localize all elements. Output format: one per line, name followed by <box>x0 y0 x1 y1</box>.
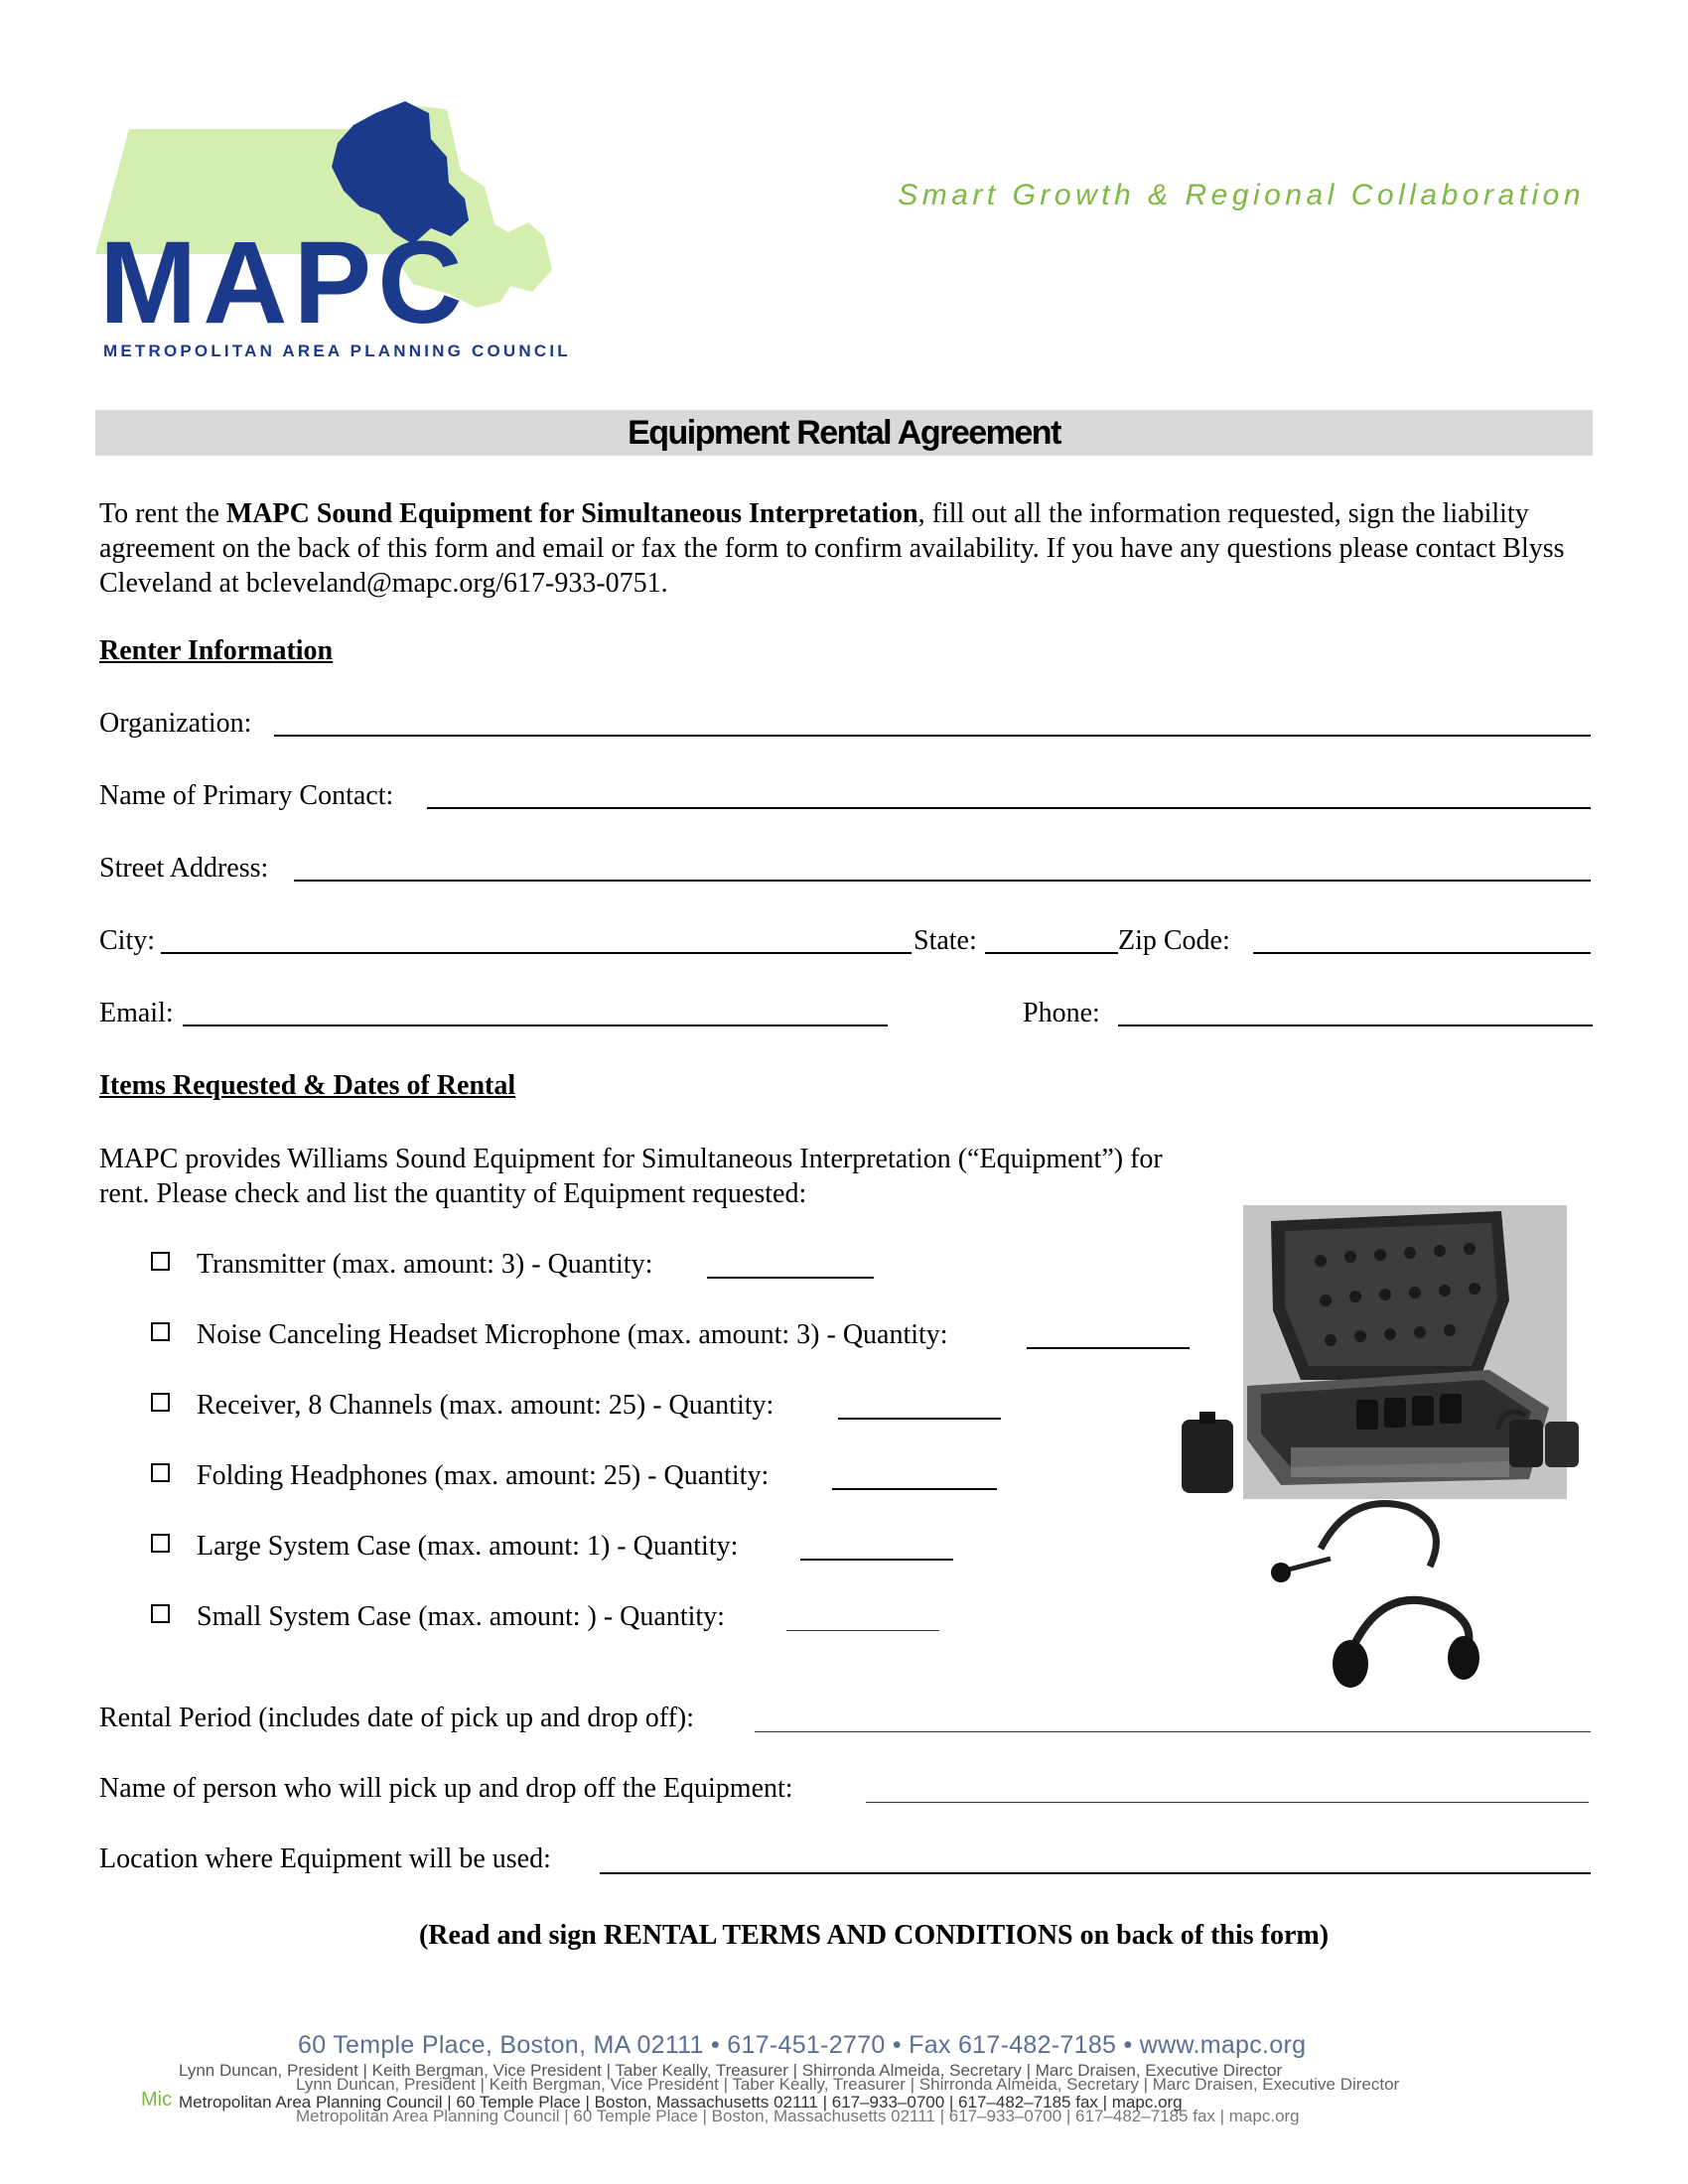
item-folding-headphones <box>151 1459 769 1493</box>
footer-address: 60 Temple Place, Boston, MA 02111 • 617-451-2770 • Fax 617-482-7185 • www.mapc.org <box>298 2031 1307 2059</box>
location-label: Location where Equipment will be used: <box>99 1843 551 1874</box>
zip-label: Zip Code: <box>1118 925 1230 956</box>
footer-council-line: Metropolitan Area Planning Council | 60 Temple Place | Boston, Massachusetts 02111 | 617–933–0700 | 617–482–7185 fax | mapc.org <box>179 2093 1183 2112</box>
pickup-person-label: Name of person who will pick up and drop off the Equipment: <box>99 1773 793 1804</box>
headset-microphone-label: Noise Canceling Headset Microphone (max. amount: 3) - Quantity: <box>197 1319 948 1350</box>
receiver-quantity-field[interactable] <box>838 1418 1001 1420</box>
organization-field[interactable] <box>274 735 1591 737</box>
terms-notice: (Read and sign RENTAL TERMS AND CONDITIONS on back of this form) <box>418 1920 1330 1951</box>
street-address-label: Street Address: <box>99 853 269 884</box>
rental-period-field[interactable] <box>755 1731 1591 1732</box>
logo-subtitle: METROPOLITAN AREA PLANNING COUNCIL <box>103 341 571 360</box>
transmitter-label: Transmitter (max. amount: 3) - Quantity: <box>197 1249 653 1280</box>
large-case-checkbox[interactable] <box>151 1534 170 1553</box>
intro-bold: MAPC Sound Equipment for Simultaneous Interpretation <box>225 498 918 529</box>
logo-text: MAPC <box>99 217 469 348</box>
phone-field[interactable] <box>1118 1024 1593 1026</box>
state-field[interactable] <box>985 952 1118 954</box>
city-label: City: <box>99 925 156 956</box>
headset-microphone-quantity-field[interactable] <box>1027 1347 1190 1349</box>
item-small-case <box>151 1600 725 1634</box>
primary-contact-field[interactable] <box>427 807 1591 809</box>
items-description-line1: MAPC provides Williams Sound Equipment for Simultaneous Interpretation (“Equipment”) for <box>99 1144 1163 1174</box>
city-field[interactable] <box>161 952 912 954</box>
transmitter-checkbox[interactable] <box>151 1252 170 1271</box>
equipment-photo <box>1182 1191 1589 1707</box>
items-heading: Items Requested & Dates of Rental <box>99 1070 516 1101</box>
small-case-label: Small System Case (max. amount: ) - Quantity: <box>197 1601 725 1632</box>
phone-label: Phone: <box>1023 998 1100 1028</box>
page-title: Equipment Rental Agreement <box>628 414 1060 452</box>
receiver-checkbox[interactable] <box>151 1393 170 1412</box>
pickup-person-field[interactable] <box>866 1802 1589 1803</box>
folding-headphones-label: Folding Headphones (max. amount: 25) - Quantity: <box>197 1460 770 1491</box>
footer-council-line-ghost: Metropolitan Area Planning Council | 60 Temple Place | Boston, Massachusetts 02111 | 617–933–0700 | 617–482–7185 fax | mapc.org <box>296 2107 1300 2125</box>
location-field[interactable] <box>600 1872 1591 1874</box>
renter-info-heading: Renter Information <box>99 635 334 666</box>
receiver-label: Receiver, 8 Channels (max. amount: 25) - Quantity: <box>197 1390 774 1421</box>
folding-headphones-checkbox[interactable] <box>151 1463 170 1482</box>
headset-microphone-checkbox[interactable] <box>151 1322 170 1341</box>
state-label: State: <box>914 925 977 956</box>
street-address-field[interactable] <box>294 880 1591 882</box>
item-large-case <box>151 1530 738 1564</box>
zip-field[interactable] <box>1253 952 1591 954</box>
folding-headphones-quantity-field[interactable] <box>832 1488 997 1490</box>
large-case-quantity-field[interactable] <box>800 1559 953 1561</box>
tagline: Smart Growth & Regional Collaboration <box>898 179 1585 211</box>
organization-label: Organization: <box>99 708 252 739</box>
transmitter-quantity-field[interactable] <box>707 1277 874 1279</box>
intro-paragraph <box>99 496 1589 601</box>
primary-contact-label: Name of Primary Contact: <box>99 780 394 811</box>
equipment-case-icon <box>1182 1191 1589 1707</box>
intro-rest: , fill out all the information requested, sign the liability agreement on the back of this form and email or fax the form to confirm availability. If you have any questions please contact Blyss Cleveland at bcleveland@mapc.org/617-933-0751. <box>99 498 1565 599</box>
small-case-checkbox[interactable] <box>151 1604 170 1623</box>
footer-fragment: Mic <box>141 2089 173 2111</box>
item-transmitter <box>151 1248 652 1282</box>
item-headset-microphone <box>151 1318 948 1352</box>
items-description-line2: rent. Please check and list the quantity of Equipment requested: <box>99 1178 807 1209</box>
rental-period-label: Rental Period (includes date of pick up and drop off): <box>99 1703 694 1733</box>
item-receiver <box>151 1389 774 1423</box>
email-label: Email: <box>99 998 174 1028</box>
footer-officers: Lynn Duncan, President | Keith Bergman, Vice President | Taber Keally, Treasurer | Shirronda Almeida, Secretary | Marc Draisen, Executive Director <box>296 2075 1400 2094</box>
small-case-quantity-field[interactable] <box>786 1630 939 1631</box>
intro-prefix: To rent the <box>99 498 226 529</box>
email-field[interactable] <box>183 1024 888 1026</box>
large-case-label: Large System Case (max. amount: 1) - Quantity: <box>197 1531 739 1562</box>
footer-officers-ghost: Lynn Duncan, President | Keith Bergman, Vice President | Taber Keally, Treasurer | Shirronda Almeida, Secretary | Marc Draisen, Executive Director <box>179 2061 1283 2080</box>
